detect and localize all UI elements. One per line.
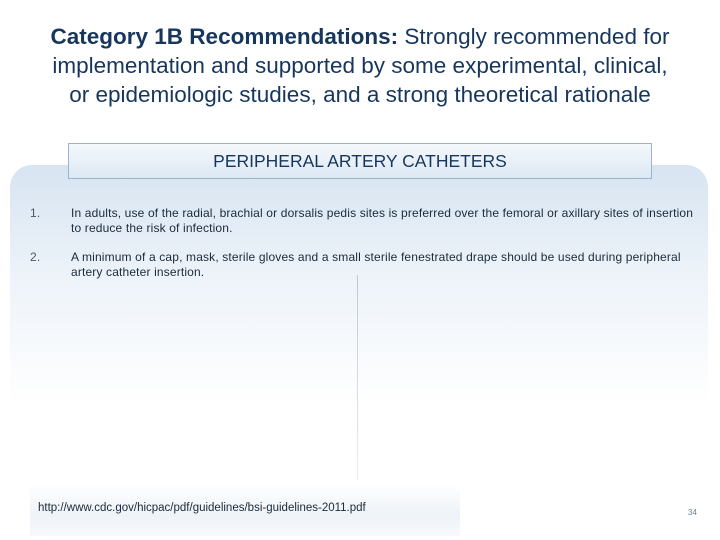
section-header [68, 143, 652, 179]
source-url-link[interactable]: http://www.cdc.gov/hicpac/pdf/guidelines/bsi-guidelines-2011.pdf [38, 502, 366, 514]
recommendation-text: In adults, use of the radial, brachial or dorsalis pedis sites is preferred over the femoral or axillary sites of insertion to reduce the risk of infection. [71, 206, 694, 235]
title-category-label: Category 1B Recommendations: [50, 24, 399, 49]
page-number: 34 [688, 508, 697, 517]
title-line1-rest: Strongly recommended for [398, 24, 670, 49]
title-line3: or epidemiologic studies, and a strong theoretical rationale [69, 82, 651, 107]
recommendation-number: 2. [30, 250, 41, 264]
slide-title [0, 22, 720, 109]
panel-divider [357, 275, 358, 480]
recommendation-text: A minimum of a cap, mask, sterile gloves and a small sterile fenestrated drape should be used during peripheral artery catheter insertion. [71, 250, 681, 279]
section-header-label: PERIPHERAL ARTERY CATHETERS [213, 150, 507, 171]
title-line2: implementation and supported by some experimental, clinical, [52, 53, 668, 78]
recommendation-number: 1. [30, 206, 41, 220]
